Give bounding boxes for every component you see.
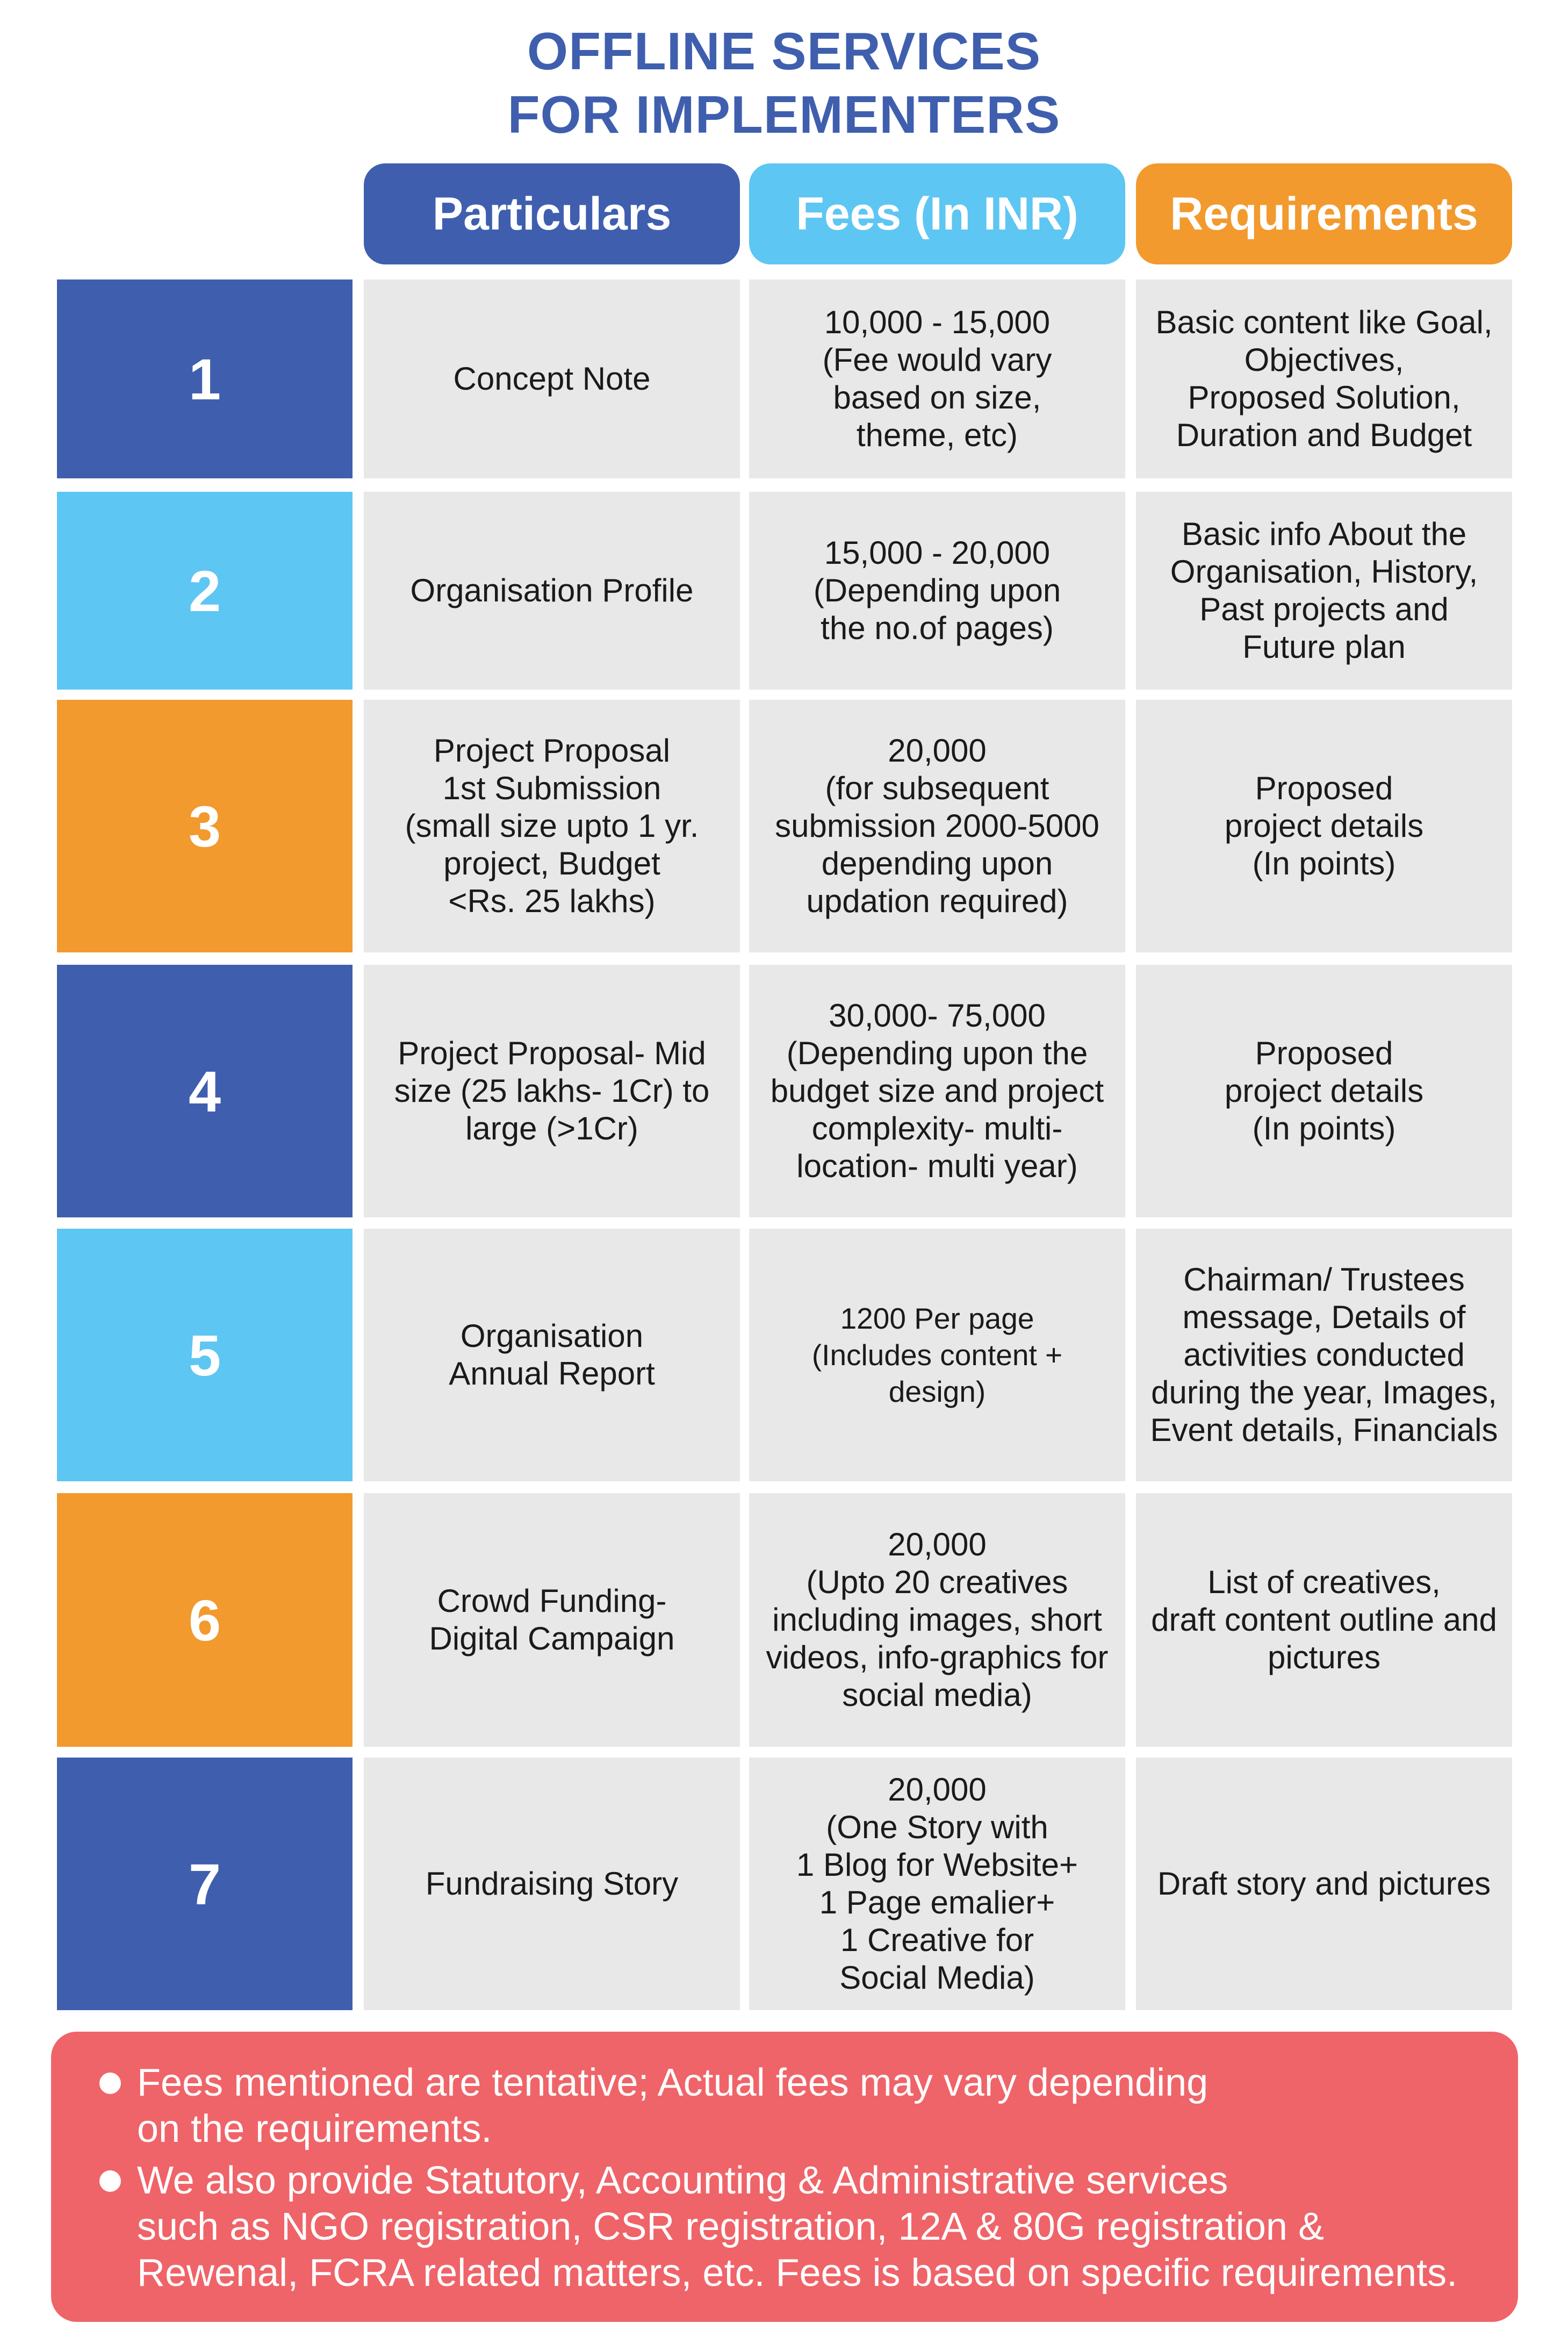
requirement-text: Basic content like Goal, Objectives, Proposed Solution, Duration and Budget [1155, 304, 1493, 453]
fee-text: 20,000 (One Story with 1 Blog for Website+ 1 Page emalier+ 1 Creative for Social Media) [796, 1772, 1078, 1996]
table-row [0, 492, 1568, 690]
requirement-cell [1136, 492, 1512, 690]
particular-cell [364, 1758, 740, 2010]
requirement-text: Chairman/ Trustees message, Details of activities conducted during the year, Images, Event details, Financials [1150, 1261, 1498, 1448]
particular-cell [364, 700, 740, 952]
header-fees: Fees (In INR) [749, 163, 1125, 264]
row-number: 5 [57, 1229, 353, 1481]
fee-cell [749, 1493, 1125, 1747]
table-row [0, 965, 1568, 1217]
requirement-cell [1136, 1229, 1512, 1481]
fee-text: 20,000 (for subsequent submission 2000-5000 depending upon updation required) [775, 733, 1099, 919]
fee-cell [749, 700, 1125, 952]
requirement-text: Draft story and pictures [1157, 1866, 1491, 1902]
row-number: 7 [57, 1758, 353, 2010]
particular-text: Concept Note [453, 361, 651, 397]
bullet-dot-icon [99, 2170, 121, 2192]
particular-text: Organisation Annual Report [449, 1318, 655, 1392]
note-text: We also provide Statutory, Accounting & Administrative services such as NGO registration, CSR registration, 12A & 80G registration & Rewenal, FCRA related matters, etc. Fees is based on specific requirements. [137, 2159, 1458, 2294]
fee-cell [749, 279, 1125, 478]
requirement-cell [1136, 965, 1512, 1217]
requirement-cell [1136, 1493, 1512, 1747]
requirement-text: Proposed project details (In points) [1224, 770, 1424, 881]
fee-text: 30,000- 75,000 (Depending upon the budget size and project complexity- multi- location- multi year) [770, 998, 1104, 1184]
row-number: 3 [57, 700, 353, 952]
requirement-cell [1136, 700, 1512, 952]
table-row [0, 1229, 1568, 1481]
row-number: 6 [57, 1493, 353, 1747]
page-title [0, 19, 1568, 146]
particular-cell [364, 1493, 740, 1747]
note-item [99, 2157, 1480, 2296]
table-row [0, 1493, 1568, 1747]
particular-cell [364, 492, 740, 690]
fee-cell [749, 1229, 1125, 1481]
note-text: Fees mentioned are tentative; Actual fees may vary depending on the requirements. [137, 2061, 1209, 2150]
requirement-text: Basic info About the Organisation, History, Past projects and Future plan [1170, 516, 1478, 665]
bullet-dot-icon [99, 2073, 121, 2094]
particular-cell [364, 965, 740, 1217]
fee-text: 20,000 (Upto 20 creatives including images, short videos, info-graphics for social media) [766, 1526, 1109, 1713]
table-row [0, 1758, 1568, 2010]
header-requirements: Requirements [1136, 163, 1512, 264]
fee-cell [749, 965, 1125, 1217]
fee-cell [749, 1758, 1125, 2010]
particular-text: Crowd Funding- Digital Campaign [429, 1583, 675, 1657]
fee-text: 1200 Per page (Includes content + design) [811, 1302, 1063, 1408]
notes-box [51, 2032, 1518, 2322]
particular-text: Project Proposal 1st Submission (small size upto 1 yr. project, Budget <Rs. 25 lakhs) [405, 733, 699, 919]
requirement-cell [1136, 1758, 1512, 2010]
fee-text: 15,000 - 20,000 (Depending upon the no.of pages) [813, 535, 1061, 646]
row-number: 4 [57, 965, 353, 1217]
fee-text: 10,000 - 15,000 (Fee would vary based on size, theme, etc) [822, 304, 1052, 453]
particular-cell [364, 1229, 740, 1481]
note-item [99, 2060, 1480, 2152]
particular-text: Fundraising Story [425, 1866, 679, 1902]
row-number: 1 [57, 279, 353, 478]
header-particulars: Particulars [364, 163, 740, 264]
fee-cell [749, 492, 1125, 690]
particular-text: Organisation Profile [410, 572, 694, 608]
table-row [0, 279, 1568, 478]
page-title-line-2: FOR IMPLEMENTERS [507, 85, 1061, 144]
particular-text: Project Proposal- Mid size (25 lakhs- 1Cr) to large (>1Cr) [394, 1035, 710, 1146]
table-row [0, 700, 1568, 952]
requirement-text: List of creatives, draft content outline and pictures [1151, 1564, 1497, 1675]
requirement-text: Proposed project details (In points) [1224, 1035, 1424, 1146]
row-number: 2 [57, 492, 353, 690]
particular-cell [364, 279, 740, 478]
page-title-line-1: OFFLINE SERVICES [527, 21, 1041, 81]
requirement-cell [1136, 279, 1512, 478]
